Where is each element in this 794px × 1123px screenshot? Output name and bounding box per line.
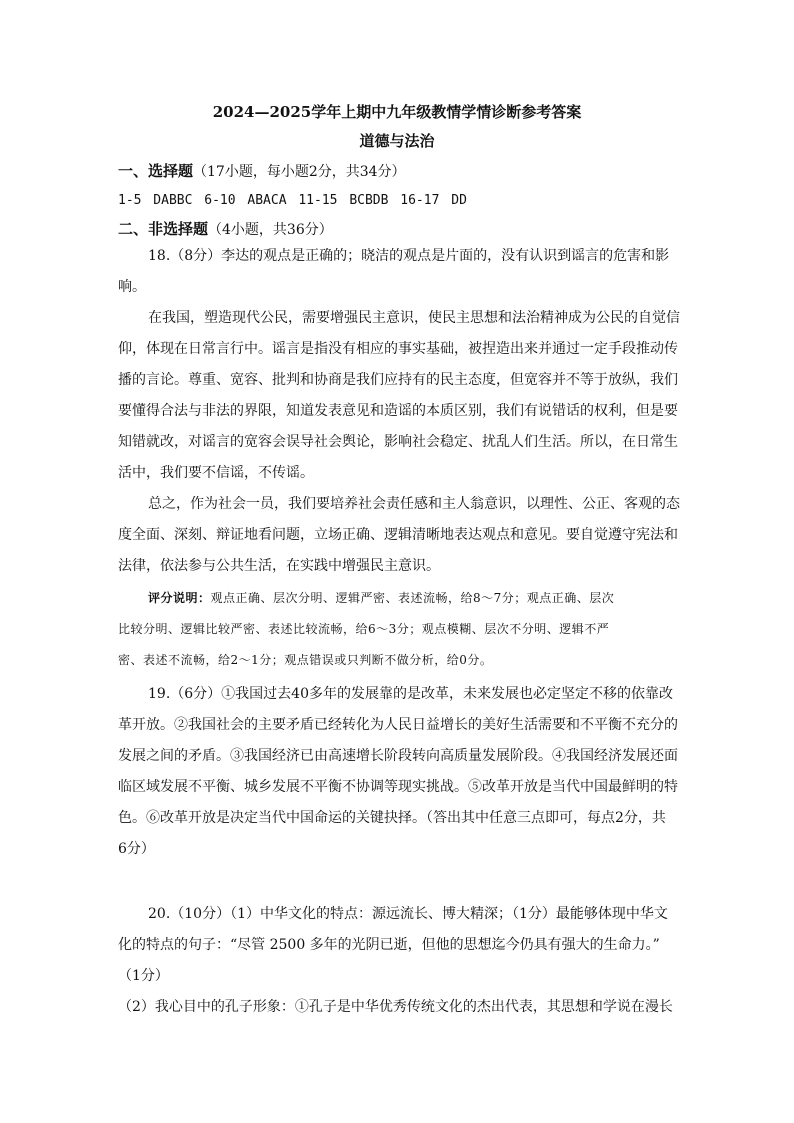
- paragraph-line: 总之，作为社会一员，我们要培养社会责任感和主人翁意识，以理性、公正、客观的态: [148, 496, 680, 512]
- section-label: 二、非选择题: [118, 220, 209, 238]
- paragraph-line: 6分）: [118, 841, 155, 857]
- section-detail: （17小题，每小题2分，共34分）: [193, 164, 406, 180]
- paragraph-line: 知错就改，对谣言的宽容会误导社会舆论，影响社会稳定、扰乱人们生活。所以，在日常生: [118, 434, 678, 450]
- section-label: 一、选择题: [118, 162, 194, 180]
- document-subtitle: 道德与法治: [359, 132, 435, 150]
- document-title: 2024—2025学年上期中九年级教情学情诊断参考答案: [212, 103, 582, 121]
- scoring-note-line: 密、表述不流畅，给2～1分；观点错误或只判断不做分析，给0分。: [118, 653, 493, 667]
- paragraph-line: 播的言论。尊重、宽容、批判和协商是我们应持有的民主态度，但宽容并不等于放纵，我们: [118, 372, 678, 388]
- paragraph-line: 要懂得合法与非法的界限，知道发表意见和造谣的本质区别，我们有说错话的权利，但是要: [118, 403, 678, 419]
- paragraph-line: 度全面、深刻、辩证地看问题，立场正确、逻辑清晰地表达观点和意见。要自觉遵守宪法和: [118, 527, 678, 543]
- paragraph-line: 法律，依法参与公共生活，在实践中增强民主意识。: [118, 558, 440, 574]
- paragraph-line: 响。: [118, 279, 146, 295]
- paragraph-line: 化的特点的句子：“尽管 2500 多年的光阴已逝，但他的思想迄今仍具有强大的生命力。”: [118, 937, 660, 953]
- paragraph-line: 革开放。②我国社会的主要矛盾已经转化为人民日益增长的美好生活需要和不平衡不充分的: [118, 717, 678, 733]
- paragraph-line: （2）我心目中的孔子形象：①孔子是中华优秀传统文化的杰出代表，其思想和学说在漫长: [118, 999, 673, 1015]
- section-heading-nonchoice: [118, 218, 333, 239]
- choice-answers: 1-5 DABBC 6-10 ABACA 11-15 BCBDB 16-17 DD: [118, 193, 467, 208]
- paragraph-line: 临区域发展不平衡、城乡发展不平衡不协调等现实挑战。⑤改革开放是当代中国最鲜明的特: [118, 779, 678, 795]
- paragraph-line: 活中，我们要不信谣，不传谣。: [118, 465, 314, 481]
- paragraph-line: 仰，体现在日常言行中。谣言是指没有相应的事实基础，被捏造出来并通过一定手段推动传: [118, 341, 678, 357]
- paragraph-line: 发展之间的矛盾。③我国经济已由高速增长阶段转向高质量发展阶段。④我国经济发展还面: [118, 748, 678, 764]
- scoring-note-label: 评分说明：: [148, 591, 211, 605]
- paragraph-line: （1分）: [118, 968, 169, 984]
- section-detail: （4小题，共36分）: [208, 222, 333, 238]
- paragraph-line: 19.（6分）①我国过去40多年的发展靠的是改革，未来发展也必定坚定不移的依靠改: [148, 686, 673, 702]
- paragraph-line: 在我国，塑造现代公民，需要增强民主意识，使民主思想和法治精神成为公民的自觉信: [148, 310, 680, 326]
- section-heading-choice: [118, 160, 406, 181]
- paragraph-line: 20.（10分）（1）中华文化的特点：源远流长、博大精深；（1分）最能够体现中华文: [148, 906, 668, 922]
- paragraph-line: 色。⑥改革开放是决定当代中国命运的关键抉择。（答出其中任意三点即可，每点2分，共: [118, 810, 666, 826]
- scoring-note-line: 评分说明：观点正确、层次分明、逻辑严密、表述流畅，给8～7分；观点正确、层次: [148, 591, 615, 605]
- scoring-note-line: 比较分明、逻辑比较严密、表述比较流畅，给6～3分；观点模糊、层次不分明、逻辑不严: [118, 622, 610, 636]
- paragraph-line: 18.（8分）李达的观点是正确的；晓洁的观点是片面的，没有认识到谣言的危害和影: [148, 248, 670, 264]
